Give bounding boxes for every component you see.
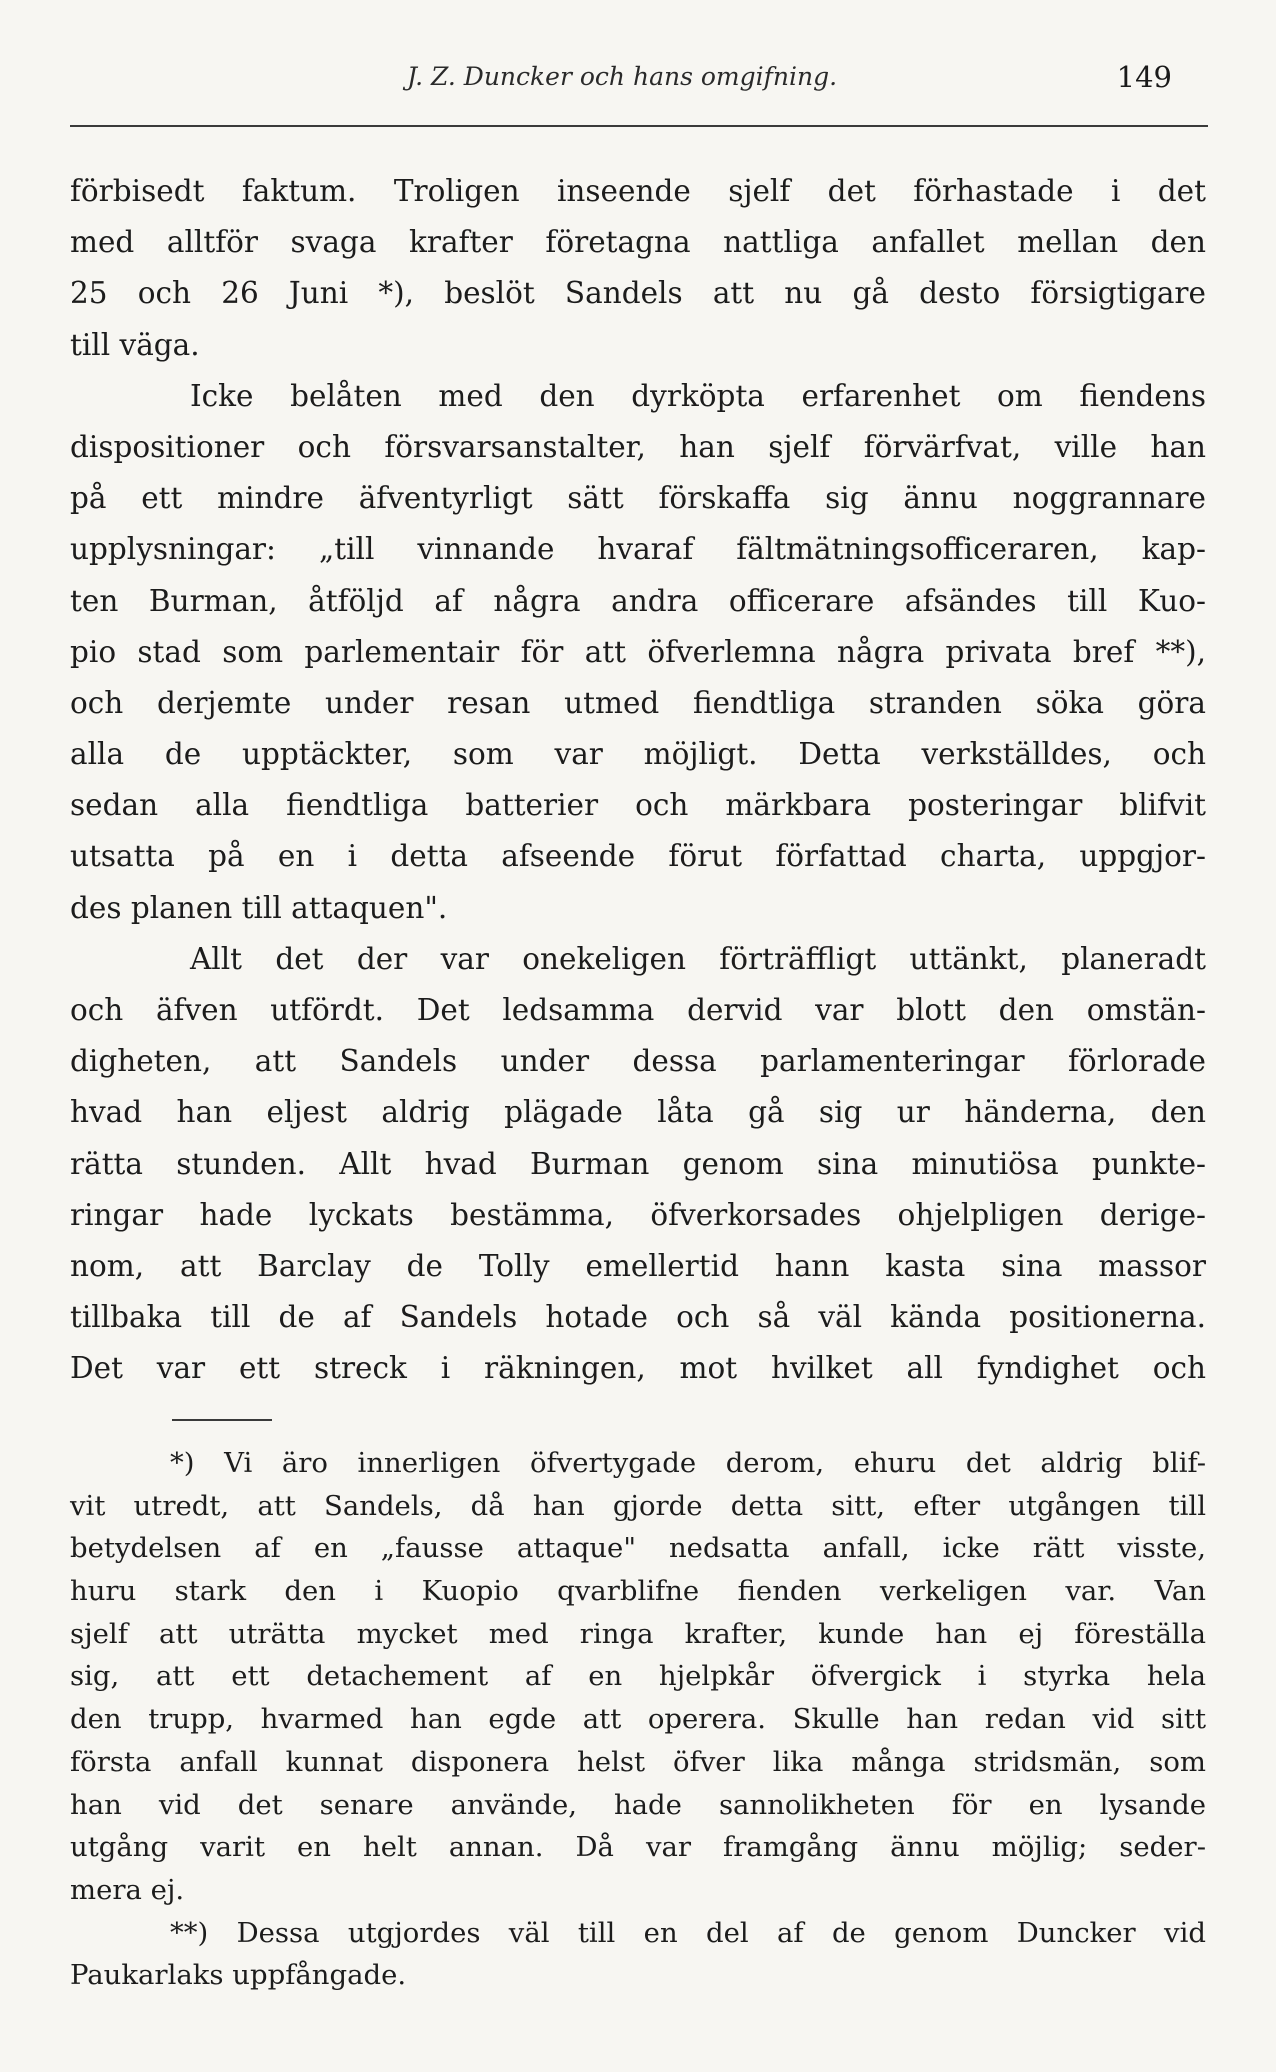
footnote-line: **) Dessa utgjordes väl till en del af de genom Duncker vid [170, 1916, 1206, 1949]
footnote-line: *) Vi äro innerligen öfvertygade derom, ehuru det aldrig blif- [170, 1447, 1206, 1479]
text-line: rätta stunden. Allt hvad Burman genom sina minutiösa punkte- [70, 1146, 1206, 1181]
text-line: Allt det der var onekeligen förträffligt uttänkt, planeradt [190, 941, 1206, 976]
text-line: 25 och 26 Juni *), beslöt Sandels att nu gå desto försigtigare [70, 276, 1206, 311]
text-line: ringar hade lyckats bestämma, öfverkorsades ohjelpligen derige- [70, 1197, 1206, 1232]
footnote-line: han vid det senare använde, hade sannolikheten för en lysande [70, 1788, 1206, 1821]
text-line: med alltför svaga krafter företagna nattliga anfallet mellan den [70, 225, 1206, 260]
footnote-line: betydelsen af en „fausse attaque" nedsatta anfall, icke rätt visste, [70, 1532, 1206, 1565]
footnote-line: den trupp, hvarmed han egde att operera. Skulle han redan vid sitt [70, 1703, 1206, 1736]
header-rule [70, 125, 1208, 127]
text-line: hvad han eljest aldrig plägade låta gå sig ur händerna, den [70, 1095, 1206, 1130]
text-line: förbisedt faktum. Troligen inseende sjelf det förhastade i det [70, 174, 1206, 208]
text-line: och äfven utfördt. Det ledsamma dervid var blott den omstän- [70, 993, 1206, 1027]
text-line: nom, att Barclay de Tolly emellertid hann kasta sina massor [70, 1248, 1206, 1283]
footnote-line: utgång varit en helt annan. Då var framgång ännu möjlig; seder- [70, 1831, 1206, 1864]
text-line: utsatta på en i detta afseende förut författad charta, uppgjor- [70, 839, 1206, 874]
footnote-line: sig, att ett detachement af en hjelpkår öfvergick i styrka hela [70, 1660, 1206, 1693]
footnotes [70, 1442, 1206, 1997]
text-line: pio stad som parlementair för att öfverlemna några privata bref **), [70, 634, 1206, 669]
text-line: på ett mindre äfventyrligt sätt förskaffa sig ännu noggrannare [70, 481, 1206, 516]
text-line: till väga. [70, 327, 200, 362]
text-line: upplysningar: „till vinnande hvaraf fältmätningsofficeraren, kap- [70, 532, 1206, 567]
footnote-line: Paukarlaks uppfångade. [70, 1959, 407, 1992]
footnote-line: huru stark den i Kuopio qvarblifne fienden verkeligen var. Van [70, 1575, 1206, 1608]
page-number: 149 [1116, 60, 1172, 94]
running-title: J. Z. Duncker och hans omgifning. [406, 62, 838, 91]
text-line: des planen till attaquen". [70, 890, 448, 925]
text-line: Det var ett streck i räkningen, mot hvilket all fyndighet och [70, 1351, 1206, 1386]
text-line: och derjemte under resan utmed fiendtliga stranden söka göra [70, 685, 1206, 720]
footnote-rule [172, 1419, 272, 1421]
text-line: tillbaka till de af Sandels hotade och så väl kända positionerna. [70, 1300, 1206, 1335]
footnote-line: första anfall kunnat disponera helst öfver lika många stridsmän, som [70, 1745, 1206, 1778]
text-line: alla de upptäckter, som var möjligt. Detta verkställdes, och [70, 737, 1206, 772]
footnote-line: sjelf att uträtta mycket med ringa krafter, kunde han ej föreställa [70, 1617, 1206, 1650]
running-header [72, 62, 1172, 102]
footnote-line: mera ej. [70, 1873, 185, 1906]
text-line: ten Burman, åtföljd af några andra officerare afsändes till Kuo- [70, 583, 1206, 618]
text-line: Icke belåten med den dyrköpta erfarenhet om fiendens [190, 378, 1206, 413]
text-line: sedan alla fiendtliga batterier och märkbara posteringar blifvit [70, 788, 1206, 823]
footnote-line: vit utredt, att Sandels, då han gjorde detta sitt, efter utgången till [70, 1489, 1206, 1522]
body-text [70, 166, 1206, 1395]
text-line: dispositioner och försvarsanstalter, han sjelf förvärfvat, ville han [70, 429, 1206, 464]
text-line: digheten, att Sandels under dessa parlamenteringar förlorade [70, 1044, 1206, 1079]
